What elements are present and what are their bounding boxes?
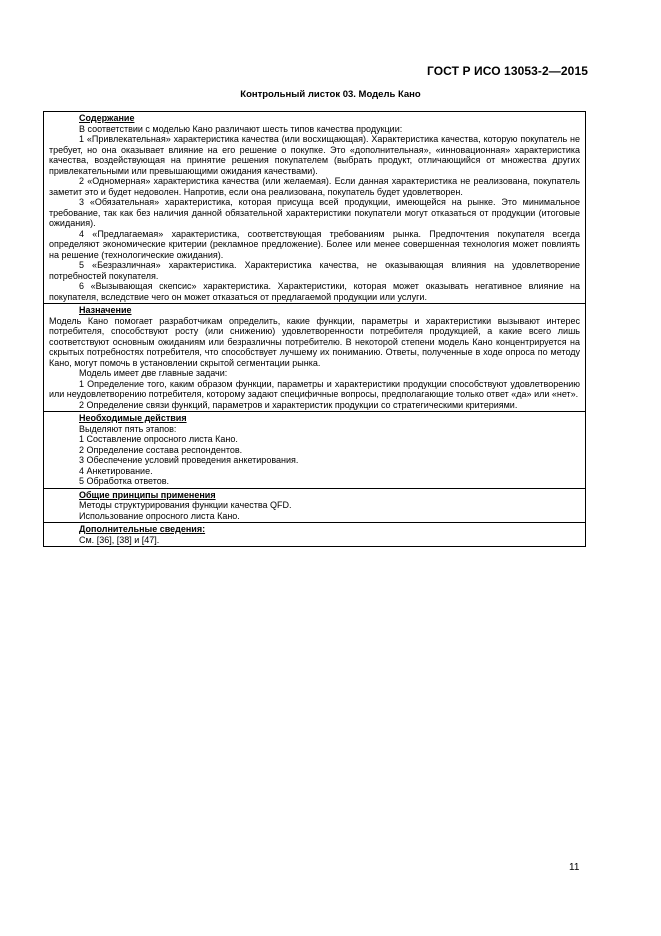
paragraph: 1 «Привлекательная» характеристика качества (или восхищающая). Характеристика качества, которую покупатель не требует, но она оказывает влияние на его решение о покупке. Это «дополнительная», «инновационная» характеристика качества, воздействующая на принятие решения покупателем (выбрать продукт, отличающийся от множества других привлекательными или превышающими ожидания качествами). — [49, 134, 580, 176]
document-code: ГОСТ Р ИСО 13053-2—2015 — [426, 64, 588, 78]
page-title: Контрольный листок 03. Модель Кано — [240, 89, 421, 100]
list-item: Методы структурирования функции качества QFD. — [79, 500, 292, 510]
paragraph: 2 «Одномерная» характеристика качества (или желаемая). Если данная характеристика не реализована, покупатель заметит это и будет недоволен. Напротив, если она реализована, покупатель будет удовлетворен. — [49, 176, 580, 197]
extra-section — [44, 522, 585, 546]
section-heading: Назначение — [79, 305, 132, 315]
checklist-table — [43, 111, 586, 547]
principles-section — [44, 488, 585, 523]
section-heading: Содержание — [79, 113, 135, 123]
section-heading: Дополнительные сведения: — [79, 524, 206, 534]
section-heading: Общие принципы применения — [79, 489, 216, 500]
paragraph: В соответствии с моделью Кано различают шесть типов качества продукции: — [79, 123, 403, 134]
paragraph: 1 Определение того, каким образом функции, параметры и характеристики продукции способствуют удовлетворению или неудовлетворению потребителя, которому задают специфичные вопросы, предполагающие только ответ «да» или «нет». — [49, 378, 580, 399]
paragraph: Модель Кано помогает разработчикам определить, какие функции, параметры и характеристики вызывают интерес потребителя, способствуют росту (или снижению) удовлетворенности потребителя продукцией, а какие всего лишь соответствуют основным ожиданиям или безразличны потребителю. В некоторой степени модель Кано концентрируется на скрытых потребностях потребителя, что способствует лучшему их пониманию. Ответы, полученные в ходе опроса по методу Кано, могут помочь в установлении скрытой сегментации рынка. — [49, 315, 580, 368]
paragraph: Выделяют пять этапов: — [79, 423, 177, 434]
paragraph: 6 «Вызывающая скепсис» характеристика. Характеристики, которая может оказывать негативное влияние на покупателя, вследствие чего он может отказаться от предлагаемой продукции или услуги. — [49, 281, 580, 302]
list-item: 1 Составление опросного листа Кано. — [79, 434, 238, 444]
list-item: 5 Обработка ответов. — [79, 476, 170, 486]
list-item: 4 Анкетирование. — [79, 465, 153, 476]
paragraph: См. [36], [38] и [47]. — [79, 534, 160, 545]
list-item: 2 Определение состава респондентов. — [79, 444, 243, 455]
purpose-section — [44, 303, 585, 411]
actions-section — [44, 411, 585, 488]
paragraph: Модель имеет две главные задачи: — [79, 368, 228, 378]
content-section — [44, 112, 585, 303]
page-number: 11 — [569, 862, 580, 873]
paragraph: 5 «Безразличная» характеристика. Характеристика качества, не оказывающая влияния на удовлетворение потребностей покупателя. — [49, 260, 580, 281]
paragraph: 4 «Предлагаемая» характеристика, соответствующая требованиям рынка. Предпочтения покупателя всегда определяют экономические критерии (рекламное предложение). Более или менее совершенная технология может повлиять на решение (технологические ожидания). — [49, 228, 580, 260]
section-heading: Необходимые действия — [79, 413, 187, 423]
list-item: Использование опросного листа Кано. — [79, 510, 240, 521]
list-item: 3 Обеспечение условий проведения анкетирования. — [79, 455, 299, 465]
paragraph: 3 «Обязательная» характеристика, которая присуща всей продукции, имеющейся на рынке. Это минимальное требование, так как без наличия данной обязательной характеристики покупатели могут отказаться от продукции (итоговые ожидания). — [49, 197, 580, 228]
paragraph: 2 Определение связи функций, параметров и характеристик продукции со стратегическими критериями. — [79, 399, 518, 410]
